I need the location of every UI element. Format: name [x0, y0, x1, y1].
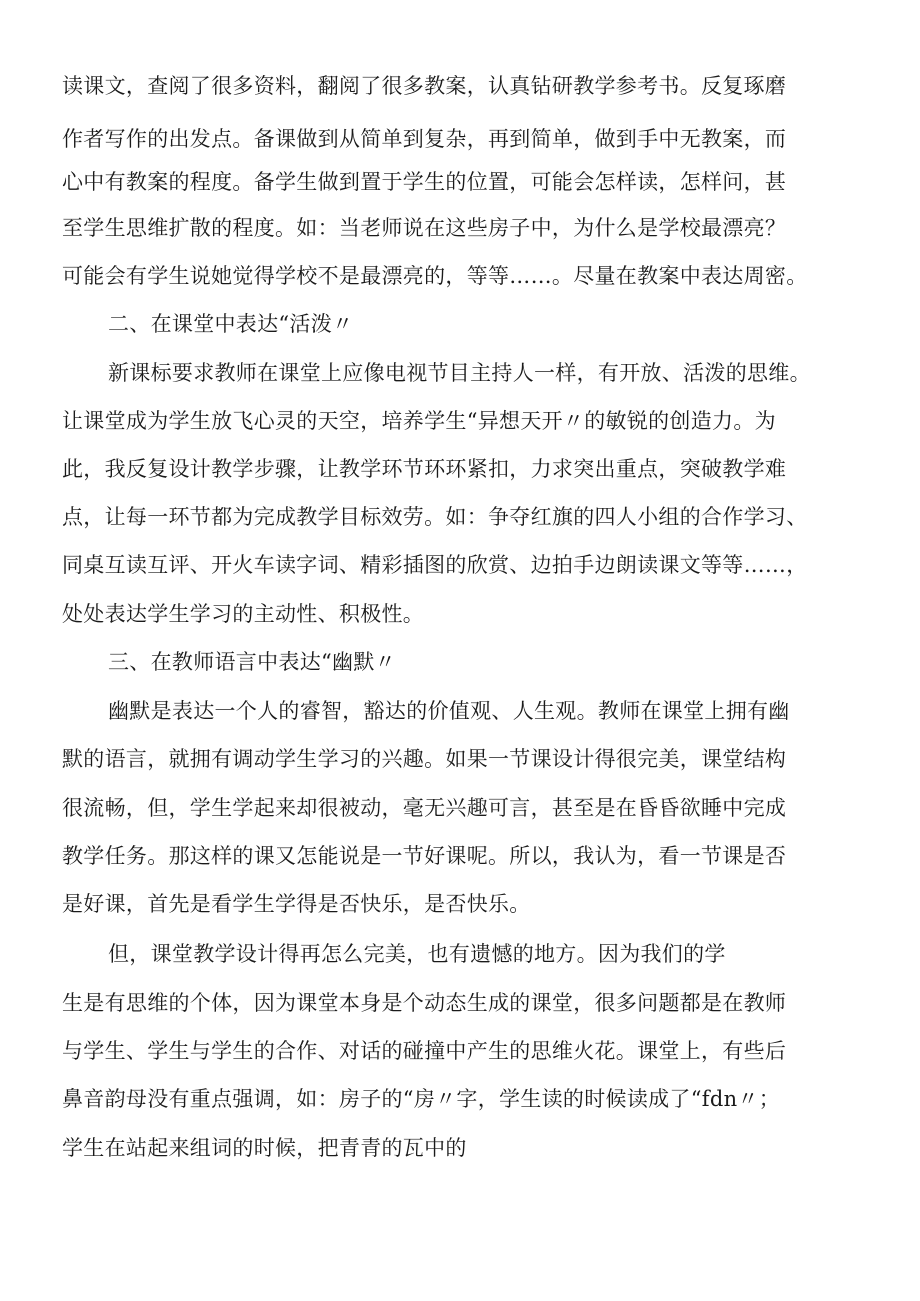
text-line-23: 学生在站起来组词的时候，把青青的瓦中的: [62, 1136, 467, 1160]
text-line-5: 可能会有学生说她觉得学校不是最漂亮的，等等……。尽量在教案中表达周密。: [62, 264, 808, 288]
text-line-4: 至学生思维扩散的程度。如：当老师说在这些房子中，为什么是学校最漂亮？: [62, 216, 787, 240]
section-heading-3: 三、在教师语言中表达“幽默〃: [108, 650, 396, 674]
text-line-9: 此，我反复设计教学步骤，让教学环节环环紧扣，力求突出重点，突破教学难: [62, 457, 787, 481]
text-line-15: 默的语言，就拥有调动学生学习的兴趣。如果一节课设计得很完美，课堂结构: [62, 747, 787, 771]
text-line-12: 处处表达学生学习的主动性、积极性。: [62, 602, 425, 626]
section-heading-2: 二、在课堂中表达“活泼〃: [108, 312, 354, 336]
text-line-19: 但，课堂教学设计得再怎么完美，也有遗憾的地方。因为我们的学: [108, 942, 726, 966]
text-line-14: 幽默是表达一个人的睿智，豁达的价值观、人生观。教师在课堂上拥有幽: [108, 699, 790, 723]
text-line-22: 鼻音韵母没有重点强调，如：房子的“房〃字，学生读的时候读成了“fdn〃；: [62, 1087, 781, 1111]
text-line-16: 很流畅，但，学生学起来却很被动，毫无兴趣可言，甚至是在昏昏欲睡中完成: [62, 796, 787, 820]
text-line-17: 教学任务。那这样的课又怎能说是一节好课呢。所以，我认为，看一节课是否: [62, 844, 787, 868]
text-line-18: 是好课，首先是看学生学得是否快乐，是否快乐。: [62, 892, 531, 916]
text-line-20: 生是有思维的个体，因为课堂本身是个动态生成的课堂，很多问题都是在教师: [62, 991, 787, 1015]
text-line-21: 与学生、学生与学生的合作、对话的碰撞中产生的思维火花。课堂上，有些后: [62, 1039, 787, 1063]
text-line-10: 点，让每一环节都为完成教学目标效劳。如：争夺红旗的四人小组的合作学习、: [62, 505, 808, 529]
text-line-7: 新课标要求教师在课堂上应像电视节目主持人一样，有开放、活泼的思维。: [108, 361, 811, 385]
text-line-3: 心中有教案的程度。备学生做到置于学生的位置，可能会怎样读，怎样问，甚: [62, 170, 787, 194]
text-line-11: 同桌互读互评、开火车读字词、精彩插图的欣赏、边拍手边朗读课文等等……，: [62, 553, 808, 577]
text-line-1: 读课文，查阅了很多资料，翻阅了很多教案，认真钻研教学参考书。反复琢磨: [62, 74, 787, 98]
text-line-2: 作者写作的出发点。备课做到从简单到复杂，再到简单，做到手中无教案，而: [62, 127, 787, 151]
text-line-8: 让课堂成为学生放飞心灵的天空，培养学生“异想天开〃的敏锐的创造力。为: [62, 409, 776, 433]
